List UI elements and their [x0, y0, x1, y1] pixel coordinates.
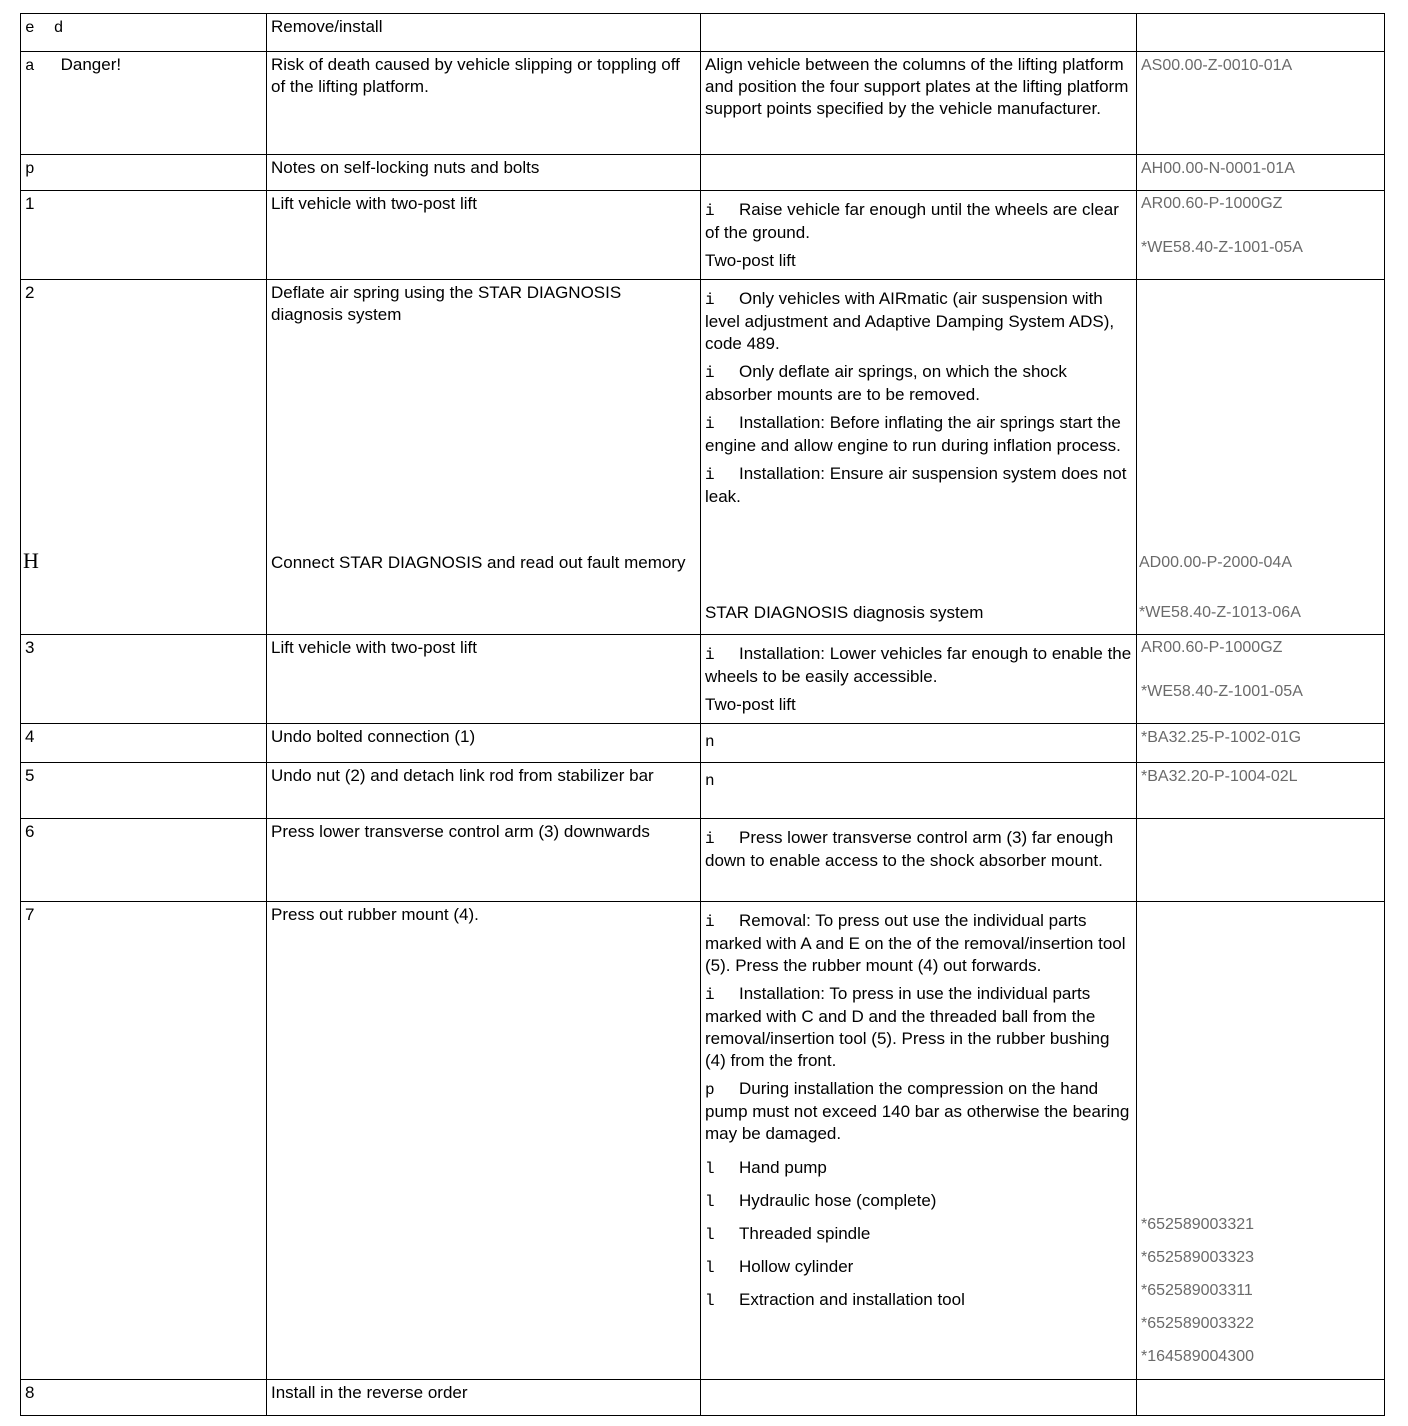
step-number-cell	[21, 724, 267, 763]
info-icon: i	[705, 646, 715, 664]
danger-icon: a	[25, 57, 35, 75]
tool-name: Extraction and installation tool	[739, 1290, 965, 1309]
step-action-cell	[267, 724, 701, 763]
step-ref-cell	[1137, 724, 1385, 763]
diagnosis-icon: H	[23, 548, 39, 573]
step-row	[21, 819, 1385, 902]
step-number-cell	[21, 191, 267, 280]
step-number-cell	[21, 1380, 267, 1416]
note-label: Installation:	[739, 464, 825, 483]
step-number-cell	[21, 902, 267, 1380]
danger-row	[21, 52, 1385, 155]
notes-empty-cell	[701, 155, 1137, 191]
step-notes-cell	[701, 280, 1137, 635]
step-action-cell	[267, 280, 701, 635]
diagnosis-ref-link[interactable]: AD00.00-P-2000-04A	[1139, 554, 1292, 571]
tool-item	[705, 1250, 1132, 1283]
step-row	[21, 1380, 1385, 1416]
notes-row	[21, 155, 1385, 191]
info-icon: i	[705, 202, 715, 220]
info-icon: i	[705, 830, 715, 848]
step-action: Undo nut (2) and detach link rod from stabilizer bar	[271, 766, 654, 785]
step-note	[705, 412, 1132, 457]
step-note-text: Lower vehicles far enough to enable the wheels to be easily accessible.	[705, 644, 1132, 686]
danger-symbol-cell	[21, 52, 267, 155]
step-note-text: To press out use the individual parts marked with A and E on the of the removal/insertion tool (5). Press the rubber mount (4) out forwards.	[705, 911, 1126, 975]
step-ref-link[interactable]: *BA32.20-P-1004-02L	[1141, 768, 1298, 785]
tool-ref-link[interactable]: *164589004300	[1141, 1348, 1255, 1365]
tool-icon: l	[705, 1160, 715, 1178]
step-notes-cell	[701, 191, 1137, 280]
step-note	[705, 910, 1132, 977]
header-row	[21, 14, 1385, 52]
step-note-text: Ensure air suspension system does not leak.	[705, 464, 1127, 506]
info-icon: i	[705, 415, 715, 433]
danger-risk-text: Risk of death caused by vehicle slipping or toppling off of the lifting platform.	[271, 55, 680, 96]
step-note	[705, 1078, 1132, 1145]
notes-text-cell	[267, 155, 701, 191]
tool-item	[705, 1283, 1132, 1316]
step-action-cell	[267, 191, 701, 280]
header-symbols-cell	[21, 14, 267, 52]
step-tool: Two-post lift	[705, 251, 796, 270]
danger-ref-cell	[1137, 52, 1385, 155]
step-tool: Two-post lift	[705, 695, 796, 714]
step-number: 2	[25, 283, 35, 302]
step-row	[21, 635, 1385, 724]
step-action: Press out rubber mount (4).	[271, 905, 479, 924]
step-note	[705, 463, 1132, 508]
note-label: Installation:	[739, 413, 825, 432]
step-number-cell	[21, 763, 267, 819]
step-number-cell	[21, 819, 267, 902]
page-title: Remove/install	[271, 17, 383, 36]
step-notes-cell	[701, 763, 1137, 819]
tool-name: Hydraulic hose (complete)	[739, 1191, 937, 1210]
step-ref-cell	[1137, 635, 1385, 724]
step-action: Lift vehicle with two-post lift	[271, 194, 477, 213]
diagnosis-tool-ref-link[interactable]: *WE58.40-Z-1013-06A	[1139, 604, 1301, 621]
step-ref-cell	[1137, 280, 1385, 635]
step-ref-cell	[1137, 1380, 1385, 1416]
step-notes-cell	[701, 635, 1137, 724]
tool-ref-list	[1141, 1208, 1254, 1373]
notes-ref-link[interactable]: AH00.00-N-0001-01A	[1141, 160, 1295, 177]
danger-ref-link[interactable]: AS00.00-Z-0010-01A	[1141, 57, 1293, 74]
step-row	[21, 280, 1385, 635]
note-label: Removal:	[739, 911, 811, 930]
step-action: Deflate air spring using the STAR DIAGNOSIS diagnosis system	[271, 283, 622, 324]
step-ref-cell	[1137, 819, 1385, 902]
tool-icon: l	[705, 1292, 715, 1310]
step-note-text: Raise vehicle far enough until the wheels are clear of the ground.	[705, 200, 1119, 242]
tool-name: Hollow cylinder	[739, 1257, 854, 1276]
header-empty-ref-cell	[1137, 14, 1385, 52]
step-action-cell	[267, 763, 701, 819]
tool-ref-link[interactable]: *652589003323	[1141, 1249, 1255, 1266]
step-action-cell	[267, 902, 701, 1380]
caution-icon: p	[705, 1081, 715, 1099]
header-symbols: e d	[25, 19, 64, 37]
step-action-cell	[267, 1380, 701, 1416]
diagnosis-action: Connect STAR DIAGNOSIS and read out fault memory	[271, 553, 686, 572]
step-number-cell	[21, 280, 267, 635]
tool-ref-link[interactable]: *652589003321	[1141, 1216, 1255, 1233]
step-action: Install in the reverse order	[271, 1383, 468, 1402]
notes-ref-cell	[1137, 155, 1385, 191]
step-note-text: During installation the compression on the hand pump must not exceed 140 bar as otherwise the bearing may be damaged.	[705, 1079, 1130, 1143]
tool-item	[705, 1184, 1132, 1217]
tool-name: Threaded spindle	[739, 1224, 871, 1243]
info-icon: i	[705, 291, 715, 309]
notes-symbol-cell	[21, 155, 267, 191]
step-ref-link[interactable]: AR00.60-P-1000GZ	[1141, 195, 1283, 212]
step-number: 8	[25, 1383, 35, 1402]
step-ref-cell	[1137, 763, 1385, 819]
step-action-cell	[267, 819, 701, 902]
step-number: 3	[25, 638, 35, 657]
tool-icon: l	[705, 1193, 715, 1211]
step-tool-ref-link[interactable]: *WE58.40-Z-1001-05A	[1141, 239, 1303, 256]
step-note-text: Only deflate air springs, on which the shock absorber mounts are to be removed.	[705, 362, 1067, 404]
step-row	[21, 763, 1385, 819]
step-notes-cell	[701, 1380, 1137, 1416]
step-note	[705, 199, 1132, 244]
step-note	[705, 288, 1132, 355]
step-row	[21, 724, 1385, 763]
step-ref-link[interactable]: *BA32.25-P-1002-01G	[1141, 729, 1302, 746]
step-note	[705, 983, 1132, 1072]
step-action: Press lower transverse control arm (3) downwards	[271, 822, 650, 841]
step-ref-link[interactable]: AR00.60-P-1000GZ	[1141, 639, 1283, 656]
step-row	[21, 191, 1385, 280]
step-action-cell	[267, 635, 701, 724]
step-note-text: Only vehicles with AIRmatic (air suspension with level adjustment and Adaptive Damping System ADS), code 489.	[705, 289, 1115, 353]
tool-name: Hand pump	[739, 1158, 827, 1177]
header-title-cell	[267, 14, 701, 52]
procedure-table	[20, 13, 1385, 1416]
danger-risk-cell	[267, 52, 701, 155]
step-ref-cell	[1137, 191, 1385, 280]
step-note-text: To press in use the individual parts marked with C and D and the threaded ball from the removal/insertion tool (5). Press in the rubber bushing (4) from the front.	[705, 984, 1110, 1070]
step-number: 6	[25, 822, 35, 841]
tool-icon: l	[705, 1226, 715, 1244]
notes-text: Notes on self-locking nuts and bolts	[271, 158, 540, 177]
tool-list	[705, 1151, 1132, 1316]
note-label: Installation:	[739, 984, 825, 1003]
step-notes-cell	[701, 819, 1137, 902]
step-action: Undo bolted connection (1)	[271, 727, 476, 746]
torque-icon: n	[705, 772, 715, 790]
tool-icon: l	[705, 1259, 715, 1277]
tool-item	[705, 1151, 1132, 1184]
step-number-cell	[21, 635, 267, 724]
step-number: 4	[25, 727, 35, 746]
step-notes-cell	[701, 902, 1137, 1380]
danger-instruction-text: Align vehicle between the columns of the lifting platform and position the four support plates at the lifting platform support points specified by the vehicle manufacturer.	[705, 55, 1129, 118]
header-empty-cell	[701, 14, 1137, 52]
info-icon: i	[705, 466, 715, 484]
step-note-text: Before inflating the air springs start the engine and allow engine to run during inflation process.	[705, 413, 1121, 455]
step-number: 7	[25, 905, 35, 924]
tool-ref-link[interactable]: *652589003322	[1141, 1315, 1255, 1332]
step-action: Lift vehicle with two-post lift	[271, 638, 477, 657]
step-note	[705, 643, 1132, 688]
step-note	[705, 361, 1132, 406]
info-icon: i	[705, 364, 715, 382]
torque-icon: n	[705, 733, 715, 751]
step-notes-cell	[701, 724, 1137, 763]
diagnosis-tool: STAR DIAGNOSIS diagnosis system	[705, 603, 984, 622]
danger-label: Danger!	[60, 55, 122, 74]
tool-ref-link[interactable]: *652589003311	[1141, 1282, 1253, 1299]
step-row	[21, 902, 1385, 1380]
step-number: 5	[25, 766, 35, 785]
step-number: 1	[25, 194, 35, 213]
step-tool-ref-link[interactable]: *WE58.40-Z-1001-05A	[1141, 683, 1303, 700]
danger-instruction-cell	[701, 52, 1137, 155]
note-icon: p	[25, 160, 35, 178]
step-ref-cell	[1137, 902, 1385, 1380]
info-icon: i	[705, 986, 715, 1004]
step-note	[705, 827, 1132, 872]
note-label: Installation:	[739, 644, 825, 663]
step-note-text: Press lower transverse control arm (3) far enough down to enable access to the shock absorber mount.	[705, 828, 1114, 870]
tool-item	[705, 1217, 1132, 1250]
info-icon: i	[705, 913, 715, 931]
